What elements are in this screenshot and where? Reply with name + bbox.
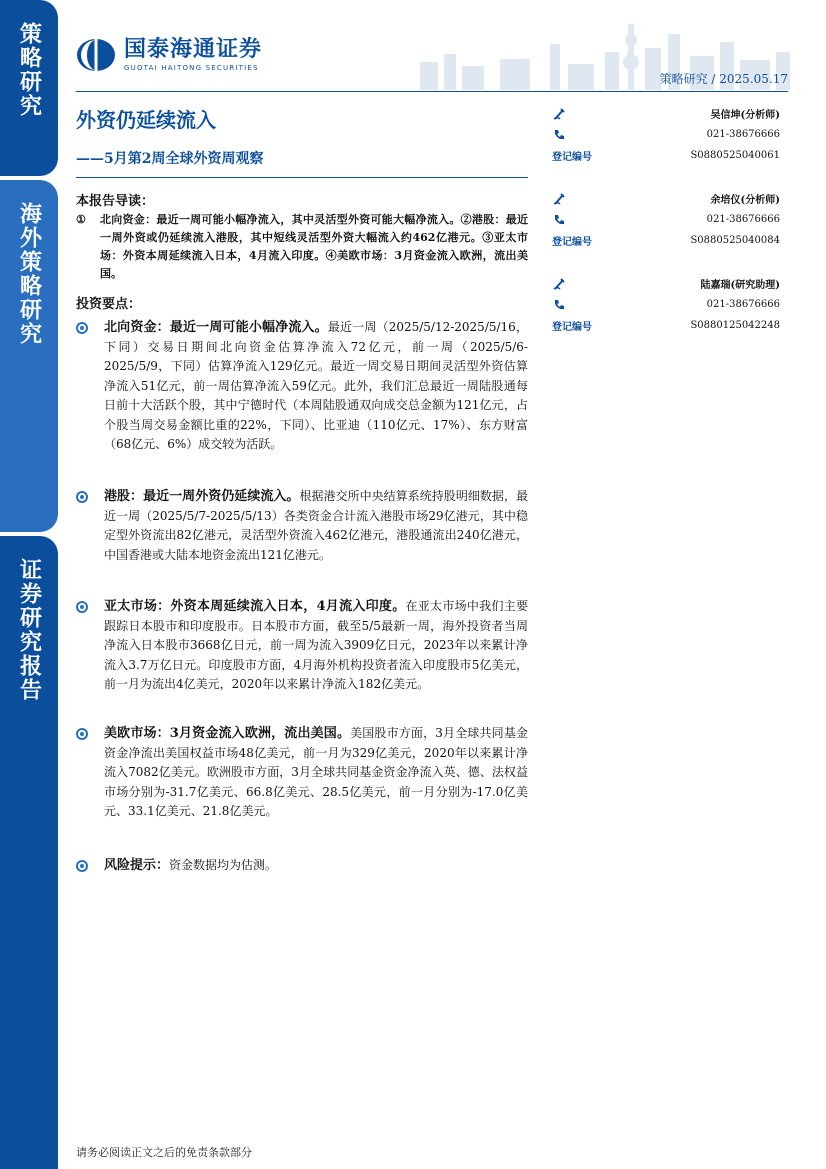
sidebar-tab-overseas [0, 180, 58, 532]
logo-en: GUOTAI HAITONG SECURITIES [124, 64, 259, 72]
title-divider [76, 177, 528, 178]
analyst-phone: 021-38676666 [706, 214, 780, 225]
point-lead: 亚太市场：外资本周延续流入日本，4月流入印度。 [104, 599, 406, 614]
point-lead: 北向资金：最近一周可能小幅净流入。 [104, 320, 328, 335]
bullet-icon [76, 728, 88, 740]
analyst-name: 陆嘉瑞(研究助理) [700, 280, 780, 291]
analyst-name: 余培仪(分析师) [710, 195, 780, 206]
bullet-icon [76, 322, 88, 334]
point-risk [76, 856, 528, 876]
point-us-europe [76, 724, 528, 822]
guide-number: ① [76, 213, 86, 226]
page-subtitle: ——5月第2周全球外资周观察 [76, 151, 264, 167]
analyst-reg: S0880525040084 [690, 235, 780, 246]
point-body: 在亚太市场中我们主要跟踪日本股市和印度股市。日本股市方面，截至5/5最新一周，海外投资者当周净流入日本股市3668亿日元，前一周为流入3909亿日元，2023年以来累计净流入3.7万亿日元。印度股市方面，4月海外机构投资者流入印度股市5亿美元，前一月为流出4亿美元，2020年以来累计净流入182亿美元。 [104, 599, 528, 691]
point-body: 根据港交所中央结算系统持股明细数据，最近一周（2025/5/7-2025/5/13）各类资金合计流入港股市场29亿港元，其中稳定型外资流出82亿港元，灵活型外资流入462亿港元，港股通流出240亿港元，中国香港或大陆本地资金流出121亿港元。 [104, 489, 528, 562]
point-lead: 美欧市场：3月资金流入欧洲，流出美国。 [104, 726, 351, 741]
analyst-card [552, 273, 780, 336]
investment-heading: 投资要点： [76, 297, 142, 312]
point-lead: 港股：最近一周外资仍延续流入。 [104, 489, 300, 504]
point-lead: 风险提示： [104, 858, 170, 873]
point-body: 最近一周（2025/5/12-2025/5/16，下同）交易日期间北向资金估算净流入72亿元，前一周（2025/5/6-2025/5/9，下同）估算净流入129亿元。最近一周交易日期间灵活型外资估算净流入51亿元，前一周估算净流入59亿元。此外，我们汇总最近一周陆股通每日前十大活跃个股，其中宁德时代（本周陆股通双向成交总金额为121亿元，占个股当周交易金额比重的22%，下同）、比亚迪（110亿元、17%）、东方财富（68亿元、6%）成交较为活跃。 [104, 320, 528, 451]
point-asia-pacific [76, 597, 528, 695]
analyst-card [552, 188, 780, 251]
analyst-name: 吴信坤(分析师) [710, 110, 780, 121]
sidebar-tab-label: 证券研究报告 [16, 558, 42, 702]
phone-icon [552, 213, 566, 227]
sidebar-tab-label: 策略研究 [16, 22, 42, 118]
logo-mark-icon [76, 38, 116, 72]
point-body: 美国股市方面，3月全球共同基金资金净流出美国权益市场48亿美元，前一月为329亿美元，2020年以来累计净流入7082亿美元。欧洲股市方面，3月全球共同基金资金净流入英、德、法权益市场分别为-31.7亿美元、66.8亿美元、28.5亿美元，前一月分别为-17.0亿美元、33.1亿美元、21.8亿美元。 [104, 726, 528, 818]
analyst-card [552, 103, 780, 166]
page-title: 外资仍延续流入 [76, 108, 216, 132]
pen-icon [552, 107, 566, 121]
point-northbound [76, 318, 528, 455]
sidebar [0, 0, 58, 1169]
point-body: 资金数据均为估测。 [169, 858, 278, 872]
pen-icon [552, 277, 566, 291]
header-divider [76, 91, 788, 92]
analyst-phone: 021-38676666 [706, 129, 780, 140]
reg-label: 登记编号 [552, 237, 592, 248]
sidebar-tab-label: 海外策略研究 [16, 202, 42, 346]
guide-text: 北向资金：最近一周可能小幅净流入，其中灵活型外资可能大幅净流入。②港股：最近一周外资或仍延续流入港股，其中短线灵活型外资大幅流入约462亿港元。③亚太市场：外资本周延续流入日本，4月流入印度。④美欧市场：3月资金流入欧洲，流出美国。 [100, 213, 528, 280]
analyst-reg: S0880525040061 [690, 150, 780, 161]
sidebar-tab-strategy [0, 0, 58, 176]
reg-label: 登记编号 [552, 152, 592, 163]
company-logo [76, 38, 262, 72]
bullet-icon [76, 601, 88, 613]
guide-block [76, 211, 528, 283]
reg-label: 登记编号 [552, 322, 592, 333]
analyst-reg: S0880125042248 [690, 320, 780, 331]
phone-icon [552, 128, 566, 142]
logo-cn: 国泰海通证券 [124, 37, 263, 62]
breadcrumb: 策略研究 / 2025.05.17 [659, 72, 788, 86]
disclaimer-footer: 请务必阅读正文之后的免责条款部分 [76, 1146, 252, 1159]
bullet-icon [76, 491, 88, 503]
pen-icon [552, 192, 566, 206]
guide-heading: 本报告导读： [76, 194, 155, 209]
bullet-icon [76, 860, 88, 872]
analyst-phone: 021-38676666 [706, 299, 780, 310]
sidebar-tab-report [0, 536, 58, 1169]
point-hk [76, 487, 528, 565]
phone-icon [552, 298, 566, 312]
